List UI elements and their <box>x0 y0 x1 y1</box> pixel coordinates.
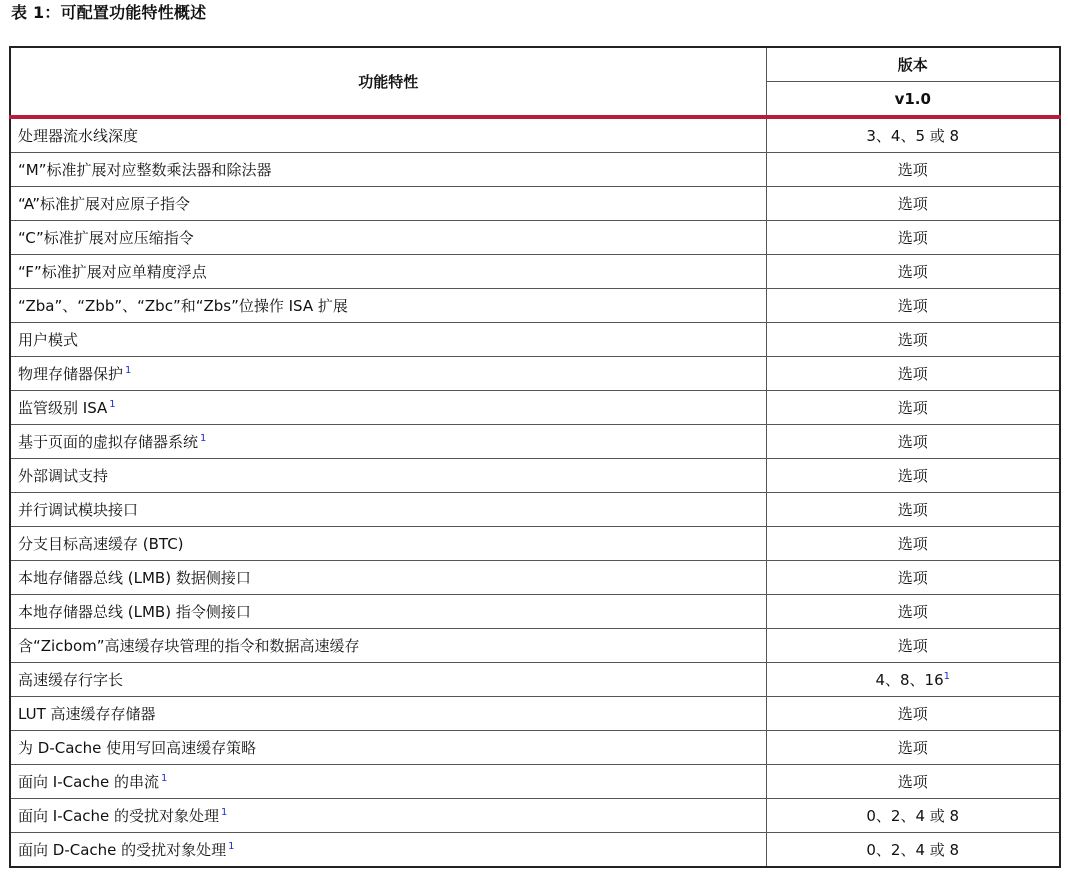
version-value-cell <box>766 561 1060 595</box>
feature-name: LUT 高速缓存存储器 <box>18 704 156 723</box>
feature-name-cell <box>10 799 766 833</box>
feature-name-cell <box>10 323 766 357</box>
feature-name: 基于页面的虚拟存储器系统 <box>18 432 199 451</box>
version-value: 选项 <box>897 636 928 655</box>
feature-name: 面向 I-Cache 的受扰对象处理 <box>18 806 220 825</box>
feature-name: 面向 I-Cache 的串流 <box>18 772 160 791</box>
feature-name: 外部调试支持 <box>18 466 109 485</box>
feature-name-cell <box>10 117 766 153</box>
table-row <box>10 731 1060 765</box>
version-value-cell <box>766 493 1060 527</box>
feature-column-header: 功能特性 <box>10 47 766 117</box>
table-row <box>10 323 1060 357</box>
footnote-marker: 1 <box>200 432 207 444</box>
feature-name: 用户模式 <box>18 330 79 349</box>
feature-name-cell <box>10 187 766 221</box>
feature-name-cell <box>10 833 766 868</box>
version-value-cell <box>766 833 1060 868</box>
version-value-cell <box>766 221 1060 255</box>
version-value: 选项 <box>897 568 928 587</box>
feature-name-cell <box>10 629 766 663</box>
version-value-cell <box>766 255 1060 289</box>
table-row <box>10 425 1060 459</box>
feature-name-cell <box>10 731 766 765</box>
feature-name-cell <box>10 255 766 289</box>
feature-name: 本地存储器总线 (LMB) 指令侧接口 <box>18 602 251 621</box>
feature-name: 面向 D-Cache 的受扰对象处理 <box>18 840 227 859</box>
version-value: 选项 <box>897 194 928 213</box>
footnote-marker: 1 <box>228 840 235 852</box>
table-row <box>10 697 1060 731</box>
version-value: 选项 <box>897 534 928 553</box>
version-value: 选项 <box>897 602 928 621</box>
table-caption: 表 1：可配置功能特性概述 <box>11 3 207 22</box>
table-row <box>10 833 1060 868</box>
version-value: 选项 <box>897 772 928 791</box>
table-header <box>10 47 1060 117</box>
table-row <box>10 459 1060 493</box>
version-value: 选项 <box>897 364 928 383</box>
feature-name: 含“Zicbom”高速缓存块管理的指令和数据高速缓存 <box>18 636 360 655</box>
feature-name: “F”标准扩展对应单精度浮点 <box>18 262 207 281</box>
footnote-marker: 1 <box>161 772 168 784</box>
feature-name: “C”标准扩展对应压缩指令 <box>18 228 194 247</box>
version-value-cell <box>766 697 1060 731</box>
version-value-cell <box>766 153 1060 187</box>
version-value-cell <box>766 289 1060 323</box>
version-value-cell <box>766 459 1060 493</box>
feature-name-cell <box>10 289 766 323</box>
feature-name: 处理器流水线深度 <box>18 126 139 145</box>
table-row <box>10 289 1060 323</box>
feature-name: “A”标准扩展对应原子指令 <box>18 194 191 213</box>
version-value: 4、8、16 <box>875 670 944 689</box>
version-value: 选项 <box>897 704 928 723</box>
version-value-cell <box>766 117 1060 153</box>
table-row <box>10 357 1060 391</box>
version-value: 选项 <box>897 738 928 757</box>
feature-name-cell <box>10 459 766 493</box>
feature-table <box>9 46 1061 868</box>
version-value: 选项 <box>897 500 928 519</box>
version-value-cell <box>766 425 1060 459</box>
version-value: 选项 <box>897 466 928 485</box>
version-value-cell <box>766 527 1060 561</box>
version-value-cell <box>766 391 1060 425</box>
footnote-marker: 1 <box>109 398 116 410</box>
version-value-cell <box>766 323 1060 357</box>
feature-name: 并行调试模块接口 <box>18 500 139 519</box>
table-row <box>10 765 1060 799</box>
feature-name-cell <box>10 391 766 425</box>
feature-name-cell <box>10 595 766 629</box>
feature-name: 分支目标高速缓存 (BTC) <box>18 534 184 553</box>
feature-name-cell <box>10 561 766 595</box>
version-value: 选项 <box>897 296 928 315</box>
feature-name: 高速缓存行字长 <box>18 670 124 689</box>
table-row <box>10 663 1060 697</box>
table-row <box>10 153 1060 187</box>
version-value: 选项 <box>897 330 928 349</box>
version-value-cell <box>766 663 1060 697</box>
version-value-cell <box>766 629 1060 663</box>
version-value-cell <box>766 731 1060 765</box>
version-value: 选项 <box>897 228 928 247</box>
table-body <box>10 117 1060 867</box>
footnote-marker: 1 <box>943 670 951 682</box>
feature-name: 监管级别 ISA <box>18 398 108 417</box>
feature-name-cell <box>10 697 766 731</box>
footnote-marker: 1 <box>125 364 132 376</box>
feature-name-cell <box>10 493 766 527</box>
table-row <box>10 493 1060 527</box>
feature-name: “M”标准扩展对应整数乘法器和除法器 <box>18 160 272 179</box>
version-value: 0、2、4 或 8 <box>866 806 960 825</box>
version-value: 选项 <box>897 262 928 281</box>
footnote-marker: 1 <box>221 806 228 818</box>
version-value: 选项 <box>897 432 928 451</box>
version-value: 0、2、4 或 8 <box>866 840 960 859</box>
table-row <box>10 187 1060 221</box>
version-value-cell <box>766 187 1060 221</box>
feature-name-cell <box>10 425 766 459</box>
feature-name: 本地存储器总线 (LMB) 数据侧接口 <box>18 568 251 587</box>
feature-name: 物理存储器保护 <box>18 364 124 383</box>
version-value-cell <box>766 357 1060 391</box>
feature-name-cell <box>10 663 766 697</box>
table-row <box>10 391 1060 425</box>
feature-name-cell <box>10 357 766 391</box>
version-value-cell <box>766 595 1060 629</box>
version-value: 3、4、5 或 8 <box>866 126 960 145</box>
table-row <box>10 629 1060 663</box>
version-column-header: 版本 <box>766 47 1060 82</box>
feature-name: “Zba”、“Zbb”、“Zbc”和“Zbs”位操作 ISA 扩展 <box>18 296 348 315</box>
table-row <box>10 527 1060 561</box>
version-subheader: v1.0 <box>766 82 1060 118</box>
table-row <box>10 117 1060 153</box>
version-value-cell <box>766 799 1060 833</box>
version-value: 选项 <box>897 398 928 417</box>
feature-name: 为 D-Cache 使用写回高速缓存策略 <box>18 738 257 757</box>
feature-name-cell <box>10 527 766 561</box>
table-row <box>10 595 1060 629</box>
feature-name-cell <box>10 221 766 255</box>
version-value: 选项 <box>897 160 928 179</box>
feature-name-cell <box>10 765 766 799</box>
table-row <box>10 255 1060 289</box>
feature-name-cell <box>10 153 766 187</box>
table-row <box>10 221 1060 255</box>
version-value-cell <box>766 765 1060 799</box>
table-row <box>10 799 1060 833</box>
table-row <box>10 561 1060 595</box>
